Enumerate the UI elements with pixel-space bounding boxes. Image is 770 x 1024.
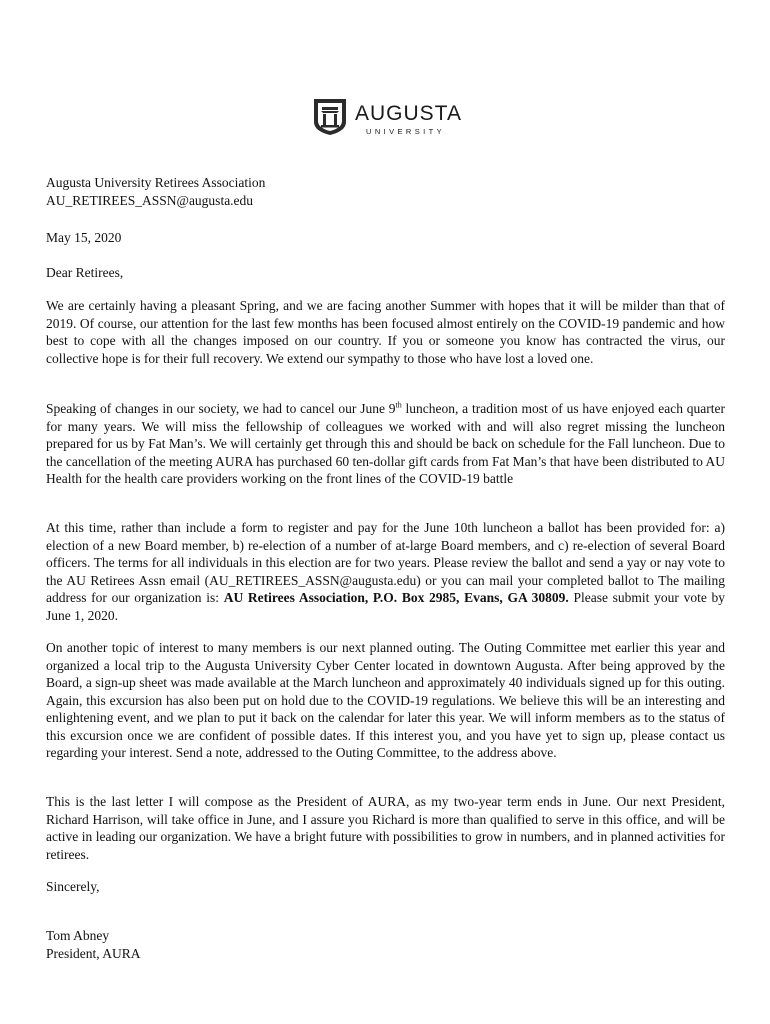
p3-text-a: At this time, rather than include a form to register and pay for the June 10th luncheon a ballot has been provided for: a) election of a new Board member, b) re-election of a number of at-large Board members, and c) re-election of several Board officers. The terms for all individuals in this election are for two years. Please review the ballot and send a yay or nay vote to the AU Retirees Assn email (AU_RETIREES_ASSN@augusta.edu) or you can mail your completed ballot to The mailing address for our organization is: <box>46 520 725 605</box>
university-shield-icon <box>313 98 347 136</box>
augusta-university-logo <box>313 98 462 138</box>
paragraph-ballot <box>46 519 725 624</box>
paragraph-outing: On another topic of interest to many members is our next planned outing. The Outing Committee met earlier this year and organized a local trip to the Augusta University Cyber Center located in downtown Augusta. After being approved by the Board, a sign-up sheet was made available at the March luncheon and approximately 40 individuals signed up for this outing. Again, this excursion has also been put on hold due to the COVID-19 regulations. We believe this will be an interesting and enlightening event, and we plan to put it back on the calendar for later this year. We will inform members as to the status of this excursion once we are confident of possible dates. If this interest you, and you have yet to sign up, please contact us regarding your interest. Send a note, addressed to the Outing Committee, to the address above. <box>46 640 725 760</box>
paragraph-spring: We are certainly having a pleasant Spring, and we are facing another Summer with hopes that it will be milder than that of 2019. Of course, our attention for the last few months has been focused almost entirely on the COVID-19 pandemic and how best to cope with all the changes imposed on our country. If you or someone you know has contracted the virus, our collective hope is for their full recovery. We extend our sympathy to those who have lost a loved one. <box>46 298 725 366</box>
sender-organization: Augusta University Retirees Association <box>46 175 266 190</box>
mailing-address: AU Retirees Association, P.O. Box 2985, Evans, GA 30809. <box>223 590 569 605</box>
logo-wordmark: AUGUSTA <box>355 102 462 125</box>
paragraph-luncheon-cancel <box>46 400 725 488</box>
p2-superscript: th <box>395 400 402 410</box>
paragraph-president: This is the last letter I will compose as the President of AURA, as my two-year term ends in June. Our next President, Richard Harrison, will take office in June, and I assure you Richard is more than qualified to serve in this office, and will be active in leading our organization. We have a bright future with possibilities to grow in numbers, and in planned activities for retirees. <box>46 794 725 862</box>
signature-block <box>46 927 725 962</box>
logo-subtitle: UNIVERSITY <box>366 127 446 136</box>
p2-text-a: Speaking of changes in our society, we had to cancel our June 9 <box>46 401 396 416</box>
sender-email: AU_RETIREES_ASSN@augusta.edu <box>46 192 254 208</box>
salutation: Dear Retirees, <box>46 265 124 280</box>
signature-title: President, AURA <box>46 945 141 961</box>
signature-name: Tom Abney <box>46 928 110 943</box>
closing: Sincerely, <box>46 879 100 894</box>
p3-text-b: Please submit your vote by June 1, 2020. <box>46 590 726 623</box>
sender-block <box>46 174 725 209</box>
letter-date: May 15, 2020 <box>46 230 122 245</box>
p2-text-b: luncheon, a tradition most of us have enjoyed each quarter for many years. We will miss the fellowship of colleagues we worked with and will also regret missing the luncheon prepared for us by Fat Man’s. We will certainly get through this and should be back on schedule for the Fall luncheon. Due to the cancellation of the meeting AURA has purchased 60 ten-dollar gift cards from Fat Man’s that have been distributed to AU Health for the health care providers working on the front lines of the COVID-19 battle <box>46 401 725 486</box>
